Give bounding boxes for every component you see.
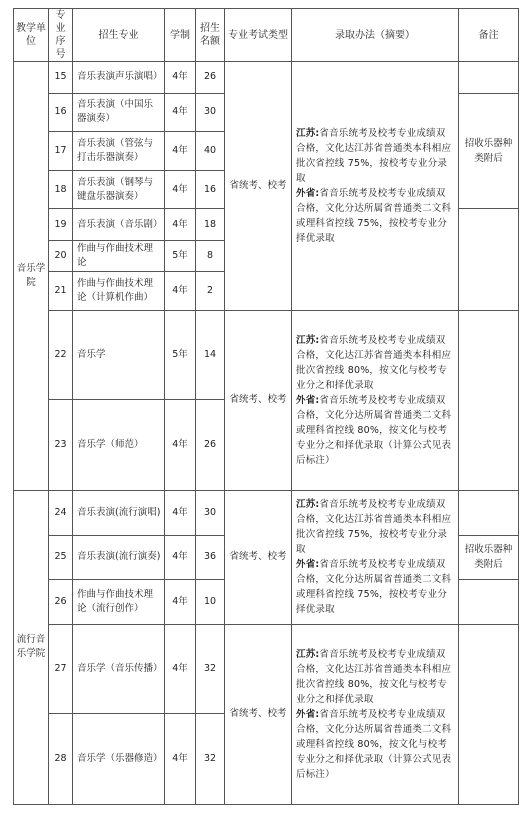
seq-cell: 21 bbox=[49, 272, 73, 311]
remark-cell-empty bbox=[459, 580, 519, 625]
quota-cell: 30 bbox=[196, 93, 225, 132]
method-wai-text: 省音乐统考及校考专业成绩双合格，文化分达所属省普通类二文科或理科省控线 75%，按校考专业分择优录取 bbox=[296, 187, 452, 244]
method-js-label: 江苏: bbox=[296, 499, 320, 511]
method-wai-text: 省音乐统考及校考专业成绩双合格，文化分达所属省普通类二文科或理科省控线 80%，按文化与校考专业分之和择优录取（计算公式见表后标注） bbox=[296, 708, 452, 780]
method-wai-label: 外省: bbox=[296, 708, 320, 720]
major-cell: 音乐学（师范） bbox=[73, 400, 165, 490]
method-js-text: 省音乐统考及校考专业成绩双合格，文化达江苏省普通类本科相应批次省控线 75%，按校考专业分录取 bbox=[296, 499, 452, 556]
remark-cell-empty bbox=[459, 62, 519, 94]
method-cell bbox=[292, 310, 459, 490]
exam-type-cell: 省统考、校考 bbox=[225, 490, 292, 624]
major-cell: 作曲与作曲技术理论（计算机作曲） bbox=[73, 272, 165, 311]
remark-cell: 招收乐器种类附后 bbox=[459, 535, 519, 580]
years-cell: 5年 bbox=[165, 240, 196, 272]
quota-cell: 26 bbox=[196, 62, 225, 94]
unit-cell: 流行音乐学院 bbox=[14, 490, 49, 804]
quota-cell: 14 bbox=[196, 310, 225, 399]
years-cell: 4年 bbox=[165, 272, 196, 311]
method-js-text: 省音乐统考及校考专业成绩双合格，文化达江苏省普通类本科相应批次省控线 80%，按文化与校考专业分之和择优录取 bbox=[296, 648, 452, 705]
years-cell: 4年 bbox=[165, 132, 196, 171]
years-cell: 4年 bbox=[165, 535, 196, 580]
method-cell bbox=[292, 62, 459, 311]
remark-cell-empty bbox=[459, 310, 519, 490]
quota-cell: 2 bbox=[196, 272, 225, 311]
major-cell: 音乐表演（音乐剧） bbox=[73, 209, 165, 241]
remark-cell: 招收乐器种类附后 bbox=[459, 93, 519, 209]
table-row bbox=[14, 624, 519, 713]
header-unit: 教学单位 bbox=[14, 9, 49, 62]
seq-cell: 27 bbox=[49, 624, 73, 713]
major-cell: 音乐表演(流行演唱) bbox=[73, 490, 165, 535]
seq-cell: 20 bbox=[49, 240, 73, 272]
major-cell: 音乐学（乐器修造） bbox=[73, 714, 165, 805]
header-major: 招生专业 bbox=[73, 9, 165, 62]
method-js-text: 省音乐统考及校考专业成绩双合格，文化达江苏省普通类本科相应批次省控线 80%，按文化与校考专业分之和择优录取 bbox=[296, 334, 452, 391]
method-wai-label: 外省: bbox=[296, 394, 320, 406]
years-cell: 4年 bbox=[165, 170, 196, 209]
quota-cell: 36 bbox=[196, 535, 225, 580]
method-wai-text: 省音乐统考及校考专业成绩双合格，文化分达所属省普通类二文科或理科省控线 80%，按文化与校考专业分之和择优录取（计算公式见表后标注） bbox=[296, 394, 452, 466]
quota-cell: 16 bbox=[196, 170, 225, 209]
quota-cell: 18 bbox=[196, 209, 225, 241]
quota-cell: 32 bbox=[196, 624, 225, 713]
years-cell: 4年 bbox=[165, 93, 196, 132]
major-cell: 作曲与作曲技术理论 bbox=[73, 240, 165, 272]
seq-cell: 23 bbox=[49, 400, 73, 490]
seq-cell: 19 bbox=[49, 209, 73, 241]
major-cell: 音乐表演（中国乐器演奏） bbox=[73, 93, 165, 132]
unit-cell: 音乐学院 bbox=[14, 62, 49, 491]
major-cell: 音乐表演（钢琴与键盘乐器演奏） bbox=[73, 170, 165, 209]
seq-cell: 25 bbox=[49, 535, 73, 580]
seq-cell: 18 bbox=[49, 170, 73, 209]
table-row bbox=[14, 310, 519, 399]
quota-cell: 26 bbox=[196, 400, 225, 490]
seq-cell: 26 bbox=[49, 580, 73, 625]
method-js-text: 省音乐统考及校考专业成绩双合格，文化达江苏省普通类本科相应批次省控线 75%，按校考专业分录取 bbox=[296, 127, 452, 184]
table-row bbox=[14, 490, 519, 535]
method-wai-label: 外省: bbox=[296, 187, 320, 199]
remark-cell-empty bbox=[459, 490, 519, 535]
quota-cell: 30 bbox=[196, 490, 225, 535]
seq-cell: 17 bbox=[49, 132, 73, 171]
quota-cell: 8 bbox=[196, 240, 225, 272]
quota-cell: 40 bbox=[196, 132, 225, 171]
header-years: 学制 bbox=[165, 9, 196, 62]
header-exam-type: 专业考试类型 bbox=[225, 9, 292, 62]
exam-type-cell: 省统考、校考 bbox=[225, 624, 292, 804]
quota-cell: 32 bbox=[196, 714, 225, 805]
major-cell: 作曲与作曲技术理论（流行创作） bbox=[73, 580, 165, 625]
header-seq: 专业序号 bbox=[49, 9, 73, 62]
admissions-table bbox=[13, 8, 519, 805]
header-row bbox=[14, 9, 519, 62]
remark-cell-empty bbox=[459, 209, 519, 311]
method-js-label: 江苏: bbox=[296, 127, 320, 139]
method-js-label: 江苏: bbox=[296, 334, 320, 346]
seq-cell: 22 bbox=[49, 310, 73, 399]
years-cell: 4年 bbox=[165, 209, 196, 241]
method-js-label: 江苏: bbox=[296, 648, 320, 660]
method-cell bbox=[292, 624, 459, 804]
years-cell: 5年 bbox=[165, 310, 196, 399]
exam-type-cell: 省统考、校考 bbox=[225, 62, 292, 311]
years-cell: 4年 bbox=[165, 400, 196, 490]
major-cell: 音乐学（音乐传播） bbox=[73, 624, 165, 713]
table-row bbox=[14, 62, 519, 94]
seq-cell: 16 bbox=[49, 93, 73, 132]
remark-cell-empty bbox=[459, 624, 519, 804]
major-cell: 音乐学 bbox=[73, 310, 165, 399]
method-wai-text: 省音乐统考及校考专业成绩双合格，文化分达所属省普通类二文科或理科省控线 75%，按校考专业分择优录取 bbox=[296, 559, 452, 616]
years-cell: 4年 bbox=[165, 580, 196, 625]
exam-type-cell: 省统考、校考 bbox=[225, 310, 292, 490]
major-cell: 音乐表演声乐演唱） bbox=[73, 62, 165, 94]
years-cell: 4年 bbox=[165, 490, 196, 535]
years-cell: 4年 bbox=[165, 624, 196, 713]
seq-cell: 28 bbox=[49, 714, 73, 805]
major-cell: 音乐表演（管弦与打击乐器演奏） bbox=[73, 132, 165, 171]
years-cell: 4年 bbox=[165, 62, 196, 94]
quota-cell: 10 bbox=[196, 580, 225, 625]
major-cell: 音乐表演(流行演奏) bbox=[73, 535, 165, 580]
method-cell bbox=[292, 490, 459, 624]
header-method: 录取办法（摘要） bbox=[292, 9, 459, 62]
seq-cell: 15 bbox=[49, 62, 73, 94]
header-quota: 招生名额 bbox=[196, 9, 225, 62]
method-wai-label: 外省: bbox=[296, 559, 320, 571]
years-cell: 4年 bbox=[165, 714, 196, 805]
seq-cell: 24 bbox=[49, 490, 73, 535]
header-remark: 备注 bbox=[459, 9, 519, 62]
